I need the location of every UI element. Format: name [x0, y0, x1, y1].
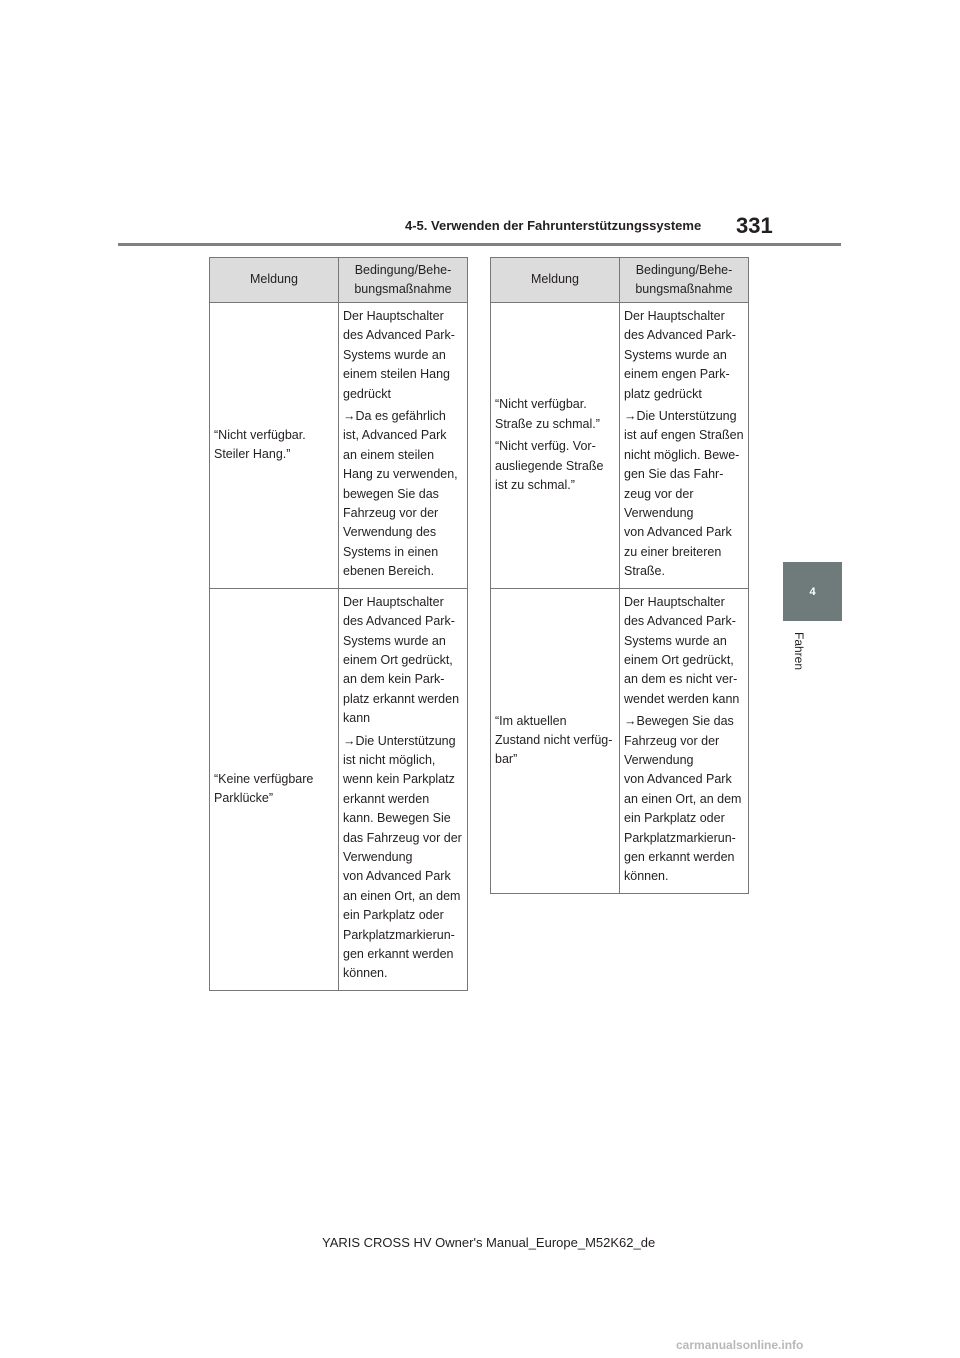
watermark: carmanualsonline.info [676, 1338, 804, 1352]
page-number: 331 [736, 213, 773, 238]
section-title: 4-5. Verwenden der Fahrunterstützungssysteme [405, 218, 702, 233]
message-cell [210, 303, 339, 589]
condition-cell [339, 303, 468, 589]
message-text: “Nicht verfügbar. Straße zu schmal.” [495, 397, 600, 431]
message-cell [491, 588, 620, 893]
header-meldung: Meldung [210, 258, 339, 303]
chapter-tab[interactable] [783, 562, 842, 621]
condition-text: Der Hauptschalter des Advanced Park- Systems wurde an einem engen Park- platz gedrückt [624, 309, 736, 401]
message-text: “Im aktuellen Zustand nicht verfüg- bar” [495, 713, 613, 767]
message-table-right [490, 257, 749, 894]
header-divider [118, 243, 841, 246]
table-header-row [210, 258, 468, 303]
table-row [210, 588, 468, 990]
remedy-text: →Da es gefährlich ist, Advanced Park an einem steilen Hang zu verwenden, bewegen Sie das Fahrzeug vor der Verwendung des Systems in einen ebenen Bereich. [343, 409, 458, 579]
condition-text: Der Hauptschalter des Advanced Park- Systems wurde an einem Ort gedrückt, an dem es nicht ver- wendet werden kann [624, 594, 740, 706]
condition-text: Der Hauptschalter des Advanced Park- Systems wurde an einem Ort gedrückt, an dem kein Park- platz erkannt werden kann [343, 594, 460, 726]
message-text: “Nicht verfügbar. Steiler Hang.” [214, 427, 306, 462]
message-text: “Nicht verfüg. Vor- ausliegende Straße ist zu schmal.” [495, 439, 604, 492]
table-row [491, 303, 749, 589]
condition-text: Der Hauptschalter des Advanced Park- Systems wurde an einem steilen Hang gedrückt [343, 309, 455, 401]
chapter-number: 4 [809, 585, 816, 598]
header-meldung: Meldung [491, 258, 620, 303]
chapter-label: Fahren [792, 632, 806, 671]
message-cell [491, 303, 620, 589]
table-row [210, 303, 468, 589]
table-header-row [491, 258, 749, 303]
remedy-text: →Bewegen Sie das Fahrzeug vor der Verwendung von Advanced Park an einen Ort, an dem ein Parkplatz oder Parkplatzmarkierun- gen erkannt werden können. [624, 714, 742, 884]
condition-cell [620, 588, 749, 893]
remedy-text: →Die Unterstützung ist auf engen Straßen nicht möglich. Bewe- gen Sie das Fahr- zeug vor der Verwendung von Advanced Park zu einer breiteren Straße. [624, 409, 744, 579]
header-bedingung: Bedingung/Behe- bungsmaßnahme [620, 258, 749, 303]
message-table-left [209, 257, 468, 991]
message-cell [210, 588, 339, 990]
condition-cell [339, 588, 468, 990]
header-bedingung: Bedingung/Behe- bungsmaßnahme [339, 258, 468, 303]
table-row [491, 588, 749, 893]
remedy-text: →Die Unterstützung ist nicht möglich, wenn kein Parkplatz erkannt werden kann. Bewegen Sie das Fahrzeug vor der Verwendung von Advanced Park an einen Ort, an dem ein Parkplatz oder Parkplatzmarkierun- gen erkannt werden können. [343, 733, 462, 981]
condition-cell [620, 303, 749, 589]
footer-manual-title: YARIS CROSS HV Owner's Manual_Europe_M52K62_de [322, 1235, 656, 1250]
message-text: “Keine verfügbare Parklücke” [214, 771, 314, 806]
